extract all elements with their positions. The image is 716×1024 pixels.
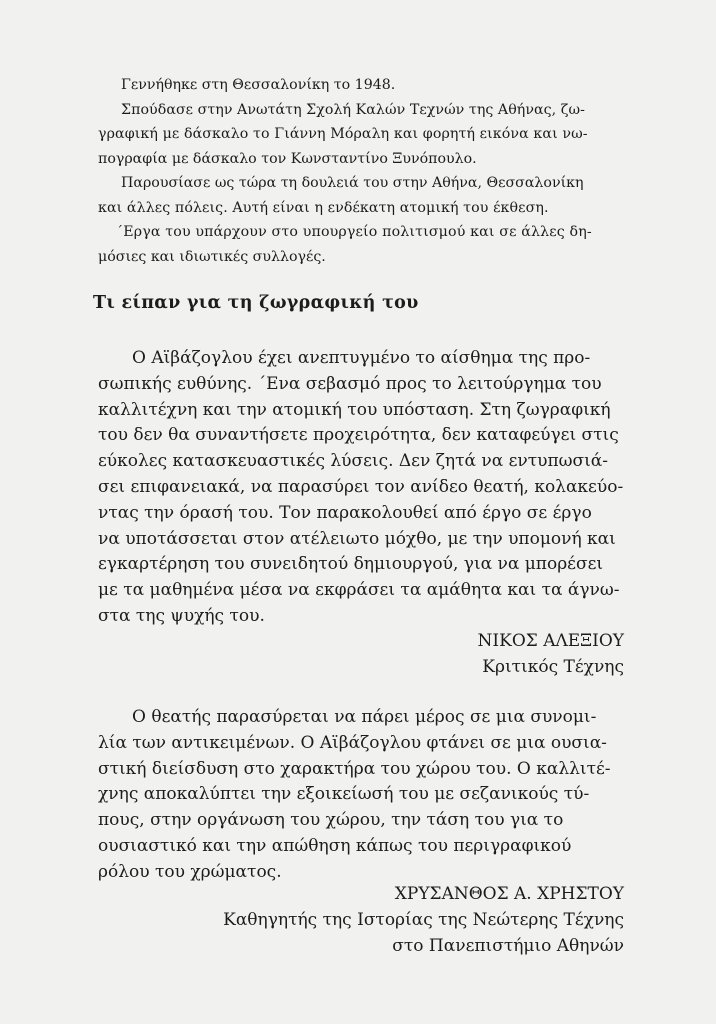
bio-line: Γεννήθηκε στη Θεσσαλονίκη το 1948.	[121, 77, 396, 93]
quote-line: ντας την όρασή του. Τον παρακολουθεί από έργο σε έργο	[98, 502, 592, 523]
bio-line: και άλλες πόλεις. Αυτή είναι η ενδέκατη ατομική του έκθεση.	[98, 199, 549, 216]
quote-line: σωπικής ευθύνης. ΄Ενα σεβασμό προς το λειτούργημα του	[98, 373, 602, 394]
quote-line: στική διείσδυση στο χαρακτήρα του χώρου του. Ο καλλιτέ-	[98, 758, 611, 779]
quote-line: καλλιτέχνη και την ατομική του υπόσταση. Στη ζωγραφική	[98, 399, 611, 420]
quote-line: Ο Αϊβάζογλου έχει ανεπτυγμένο το αίσθημα της προ-	[132, 348, 591, 368]
quote-line: ρόλου του χρώματος.	[98, 861, 282, 882]
bio-line: Παρουσίασε ως τώρα τη δουλειά του στην Αθήνα, Θεσσαλονίκη	[121, 175, 584, 191]
quote-line: λία των αντικειμένων. Ο Αϊβάζογλου φτάνει σε μια ουσια-	[98, 732, 607, 753]
bio-line: πογραφία με δάσκαλο τον Κωνσταντίνο Ξυνόπουλο.	[98, 150, 477, 167]
quote-line: στα της ψυχής του.	[98, 605, 265, 626]
quote-line: του δεν θα συναντήσετε προχειρότητα, δεν καταφεύγει στις	[98, 425, 619, 446]
quote-line: ουσιαστικό και την απώθηση κάπως του περιγραφικού	[98, 835, 572, 856]
critic-name: ΧΡΥΣΑΝΘΟΣ Α. ΧΡΗΣΤΟΥ	[394, 884, 624, 904]
quote-line: πους, στην οργάνωση του χώρου, την τάση του για το	[98, 810, 564, 831]
quote-line: Ο θεατής παρασύρεται να πάρει μέρος σε μια συνομι-	[132, 707, 597, 727]
critic-quote-1	[98, 346, 624, 630]
quote-line: εύκολες κατασκευαστικές λύσεις. Δεν ζητά να εντυπωσιά-	[98, 451, 609, 472]
critic-role: Καθηγητής της Ιστορίας της Νεώτερης Τέχνης	[223, 910, 624, 930]
biography-paragraph	[98, 73, 623, 269]
quote-line: χνης αποκαλύπτει την εξοικείωσή του με σεζανικούς τύ-	[98, 784, 590, 805]
critic-signature-2	[223, 881, 624, 959]
quote-line: σει επιφανειακά, να παρασύρει τον ανίδεο θεατή, κολακεύο-	[98, 476, 624, 497]
bio-line: Σπούδασε στην Ανωτάτη Σχολή Καλών Τεχνών της Αθήνας, ζω-	[121, 101, 585, 118]
critic-role: Κριτικός Τέχνης	[482, 657, 624, 677]
quote-line: εγκαρτέρηση του συνειδητού δημιουργού, για να μπορέσει	[98, 554, 604, 575]
critic-name: ΝΙΚΟΣ ΑΛΕΞΙΟΥ	[477, 631, 624, 651]
bio-line: γραφική με δάσκαλο το Γιάννη Μόραλη και φορητή εικόνα και νω-	[98, 126, 588, 142]
critic-quote-2	[98, 705, 624, 886]
critic-role: στο Πανεπιστήμιο Αθηνών	[392, 936, 624, 956]
section-heading: Τι είπαν για τη ζωγραφική του	[93, 293, 419, 313]
quote-line: με τα μαθημένα μέσα να εκφράσει τα αμάθητα και τα άγνω-	[98, 580, 620, 601]
critic-signature-1	[478, 628, 624, 680]
bio-line: μόσιες και ιδιωτικές συλλογές.	[98, 248, 326, 265]
quote-line: να υποτάσσεται στον ατέλειωτο μόχθο, με την υπομονή και	[98, 528, 616, 549]
bio-line: ΄Εργα του υπάρχουν στο υπουργείο πολιτισμού και σε άλλες δη-	[116, 224, 592, 240]
